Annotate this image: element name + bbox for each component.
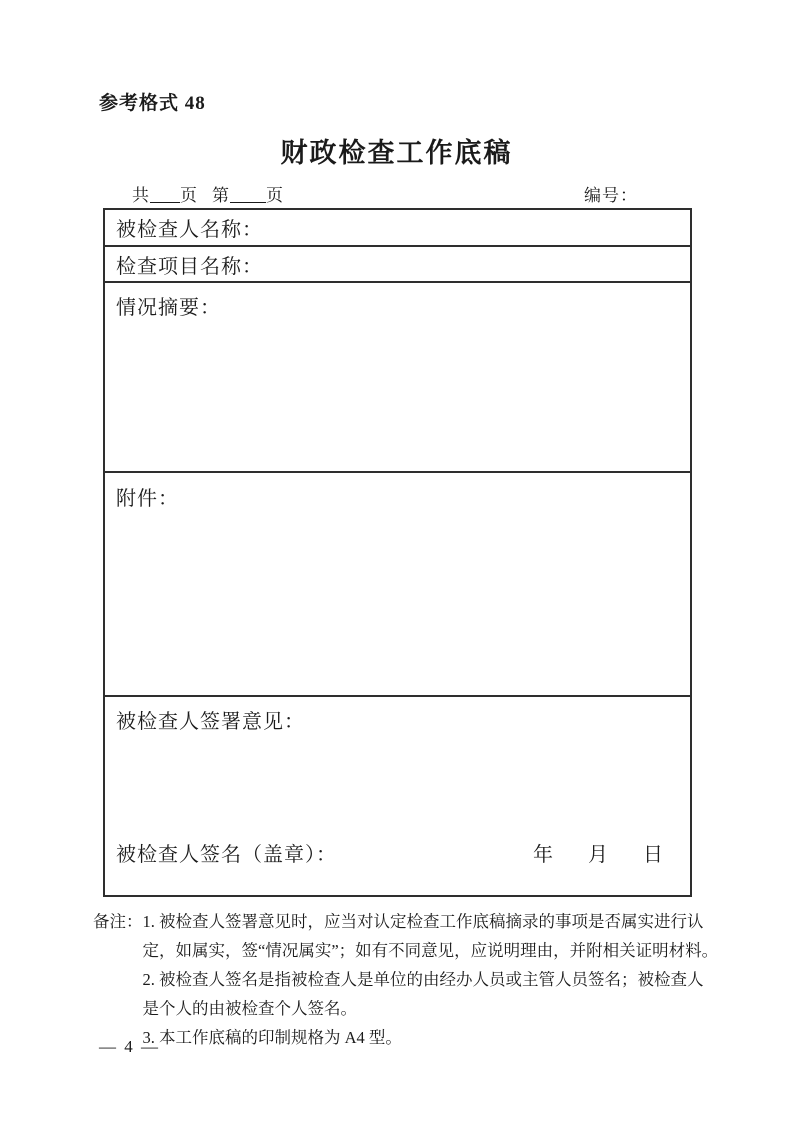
summary-label: 情况摘要： [116,297,221,319]
form-row-project-name [105,247,690,283]
document-title: 财政检查工作底稿 [280,138,513,168]
form-row-summary [105,283,690,473]
meta-row [103,181,692,206]
format-label: 参考格式 48 [99,93,206,114]
notes-label: 备注： [93,912,143,931]
notes-block [93,907,733,1052]
form-table [103,208,692,897]
document-number-label: 编号： [584,186,638,205]
attachment-label: 附件： [116,488,179,510]
total-pages-blank [150,187,180,203]
date-year-label: 年 [533,844,554,866]
form-row-opinion [105,697,690,895]
date-month-label: 月 [588,844,609,866]
project-name-label: 检查项目名称： [116,255,263,278]
date-day-label: 日 [643,844,664,866]
signature-line [116,838,679,867]
current-page-blank [230,187,266,203]
note-line: 1. 被检查人签署意见时，应当对认定检查工作底稿摘录的事项是否属实进行认 [142,912,704,931]
form-row-attachment [105,473,690,697]
note-line: 是个人的由被检查个人签名。 [142,999,357,1018]
opinion-label: 被检查人签署意见： [116,711,305,733]
page-count-line [132,181,284,206]
total-pages-prefix: 共 [132,186,150,205]
current-page-suffix: 页 [266,186,284,205]
notes-lines [143,907,734,1052]
signature-label: 被检查人签名（盖章）： [116,844,337,866]
inspected-name-label: 被检查人名称： [116,219,263,241]
current-page-prefix: 第 [212,186,230,205]
note-line: 定，如属实，签“情况属实”；如有不同意见，应说明理由，并附相关证明材料。 [142,941,719,960]
note-line: 3. 本工作底稿的印制规格为 A4 型。 [142,1028,402,1047]
note-line: 2. 被检查人签名是指被检查人是单位的由经办人员或主管人员签名；被检查人 [142,970,704,989]
form-row-inspected-name [105,210,690,247]
page-number: — 4 — [99,1037,160,1056]
total-pages-suffix: 页 [180,186,198,205]
